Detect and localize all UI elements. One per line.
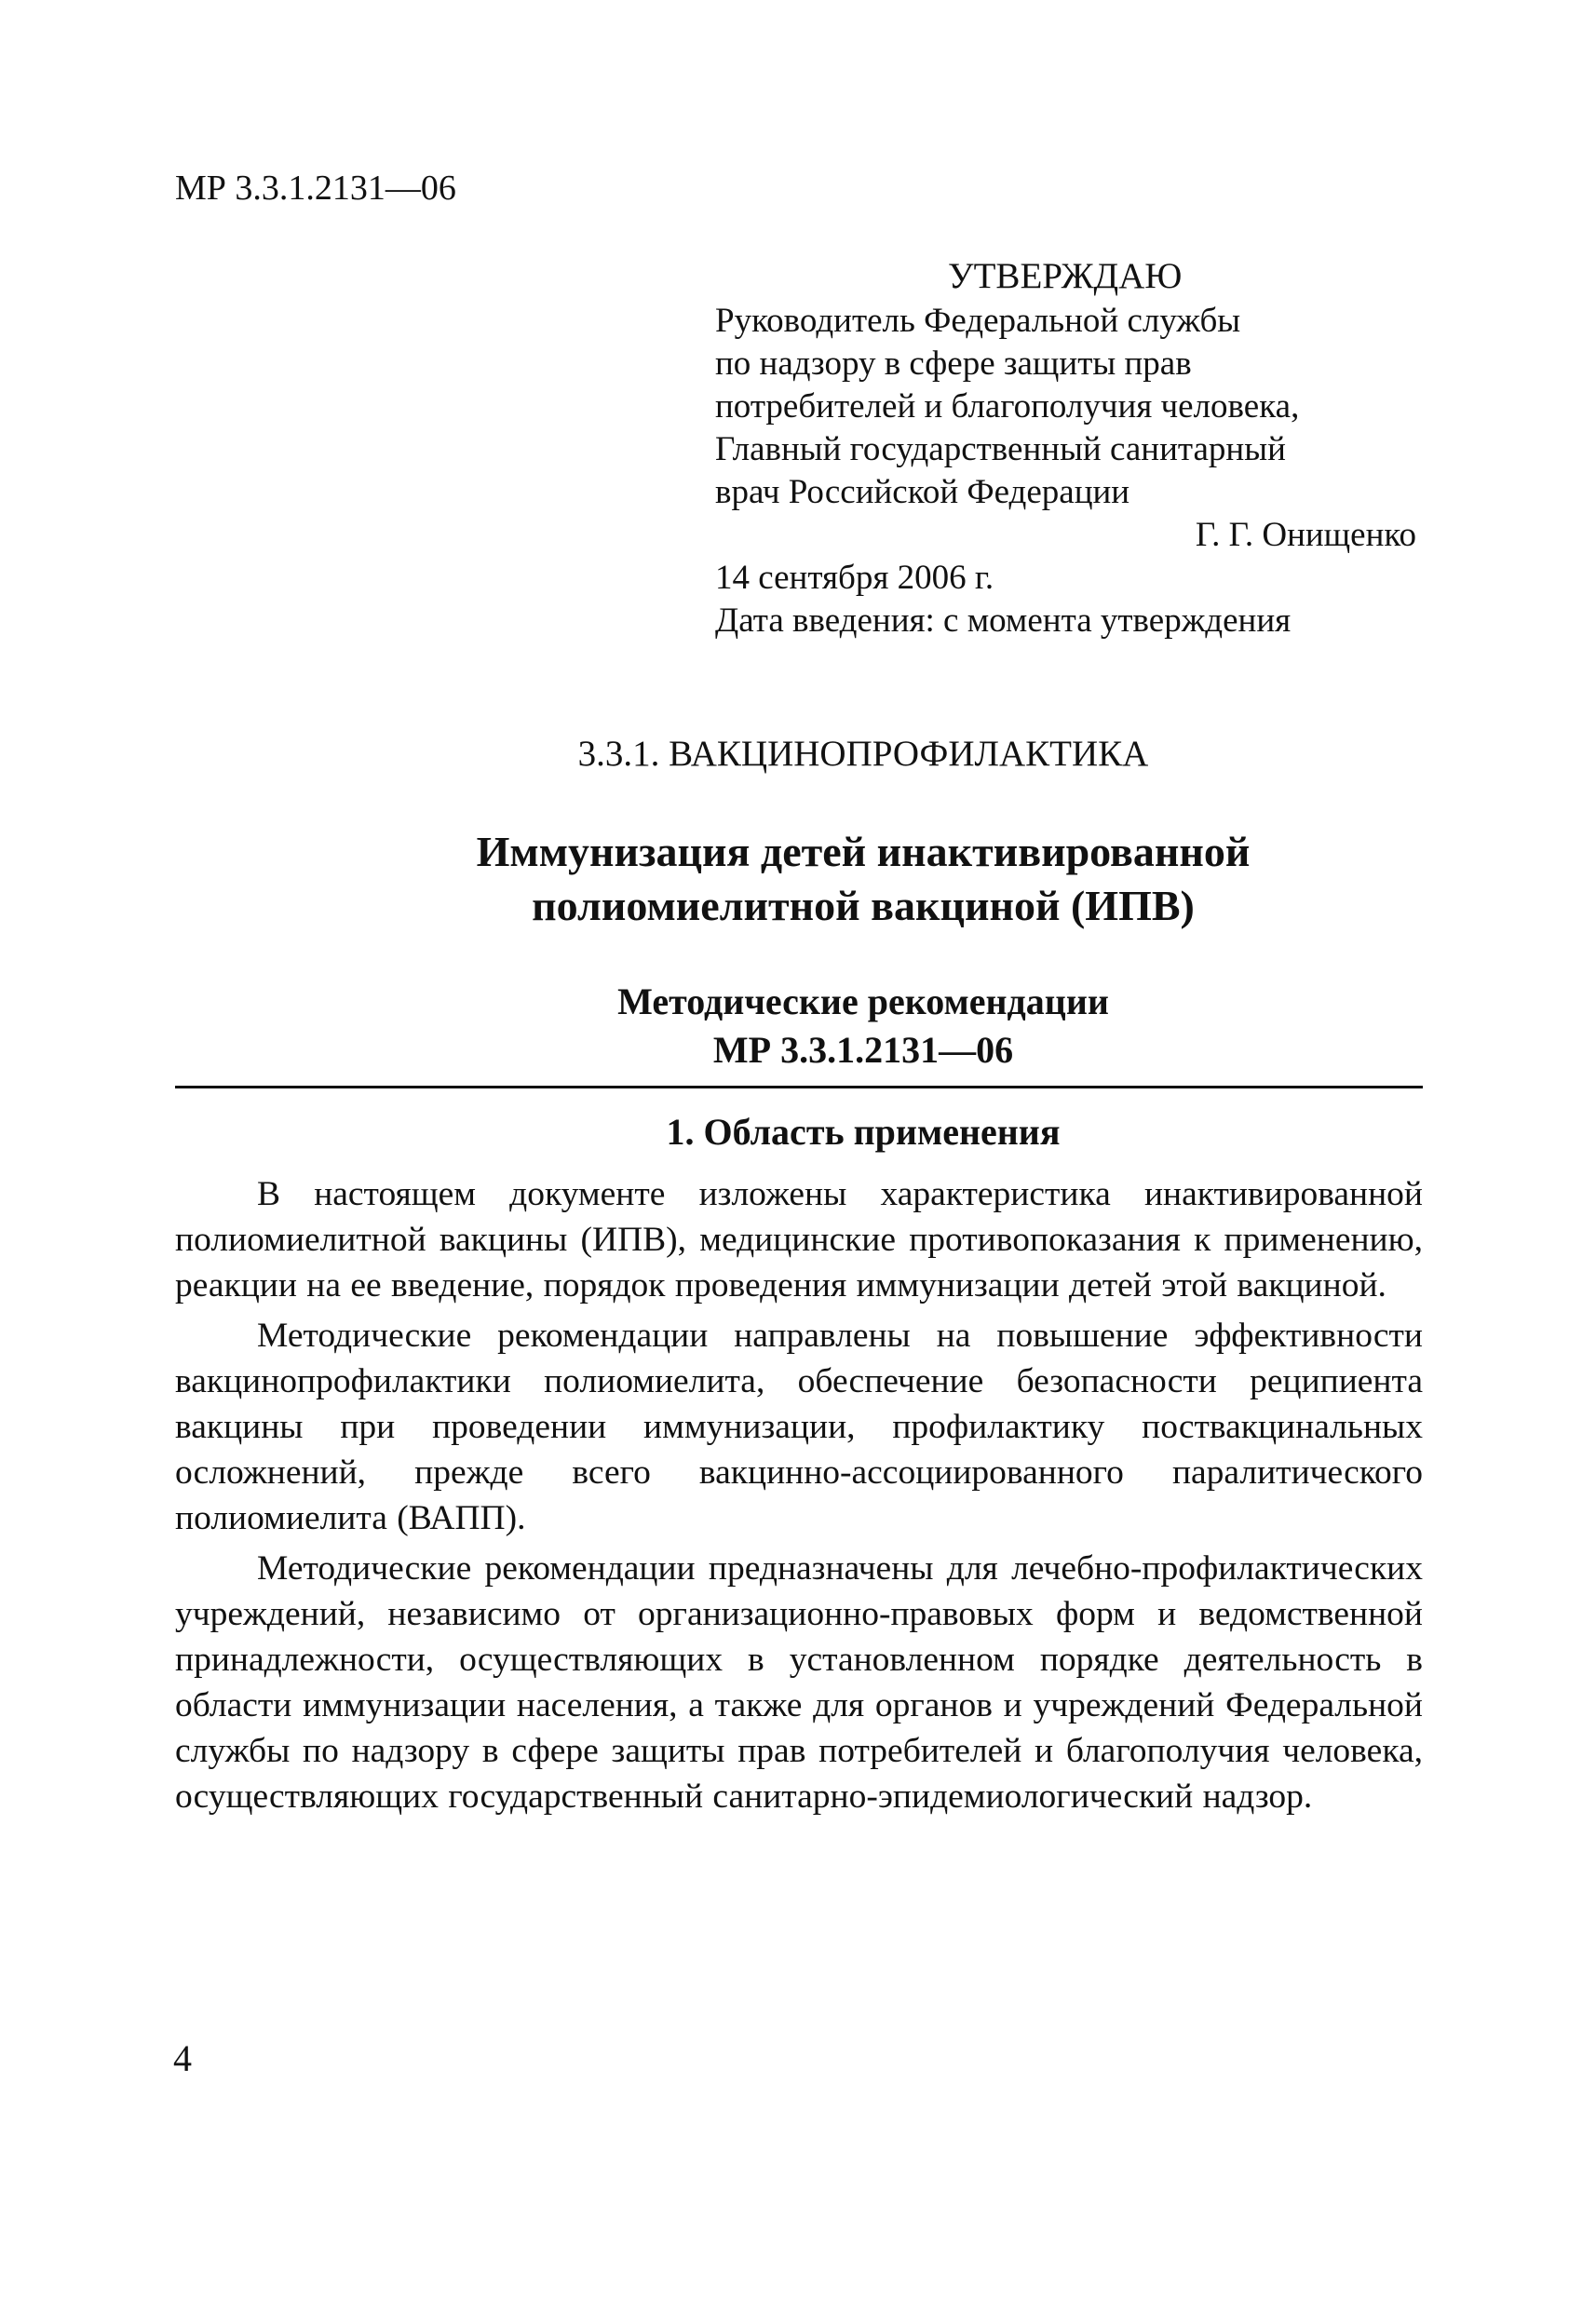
approval-title: УТВЕРЖДАЮ: [948, 256, 1183, 296]
section-1-heading: 1. Область применения: [666, 1111, 1061, 1153]
horizontal-divider: [175, 1086, 1423, 1088]
approval-position-line: Руководитель Федеральной службы: [715, 302, 1241, 340]
document-code: МР 3.3.1.2131—06: [175, 169, 456, 208]
approval-signer: Г. Г. Онищенко: [1195, 516, 1416, 554]
approval-position-line: по надзору в сфере защиты прав: [715, 345, 1192, 383]
document-subtitle-line: МР 3.3.1.2131—06: [712, 1029, 1014, 1071]
approval-position-line: врач Российской Федерации: [715, 473, 1130, 511]
document-subtitle-line: Методические рекомендации: [617, 980, 1109, 1022]
document-title: [0, 825, 1596, 933]
section-heading: 3.3.1. ВАКЦИНОПРОФИЛАКТИКА: [577, 734, 1149, 774]
approval-position-line: Главный государственный санитарный: [715, 430, 1286, 468]
approval-block: [715, 253, 1423, 642]
paragraph: Методические рекомендации предназначены для лечебно-профилактических учреждений, независимо от организационно-правовых форм и ведомственной принадлежности, осуществляющих в установленном порядке деятельность в области иммунизации населения, а также для органов и учреждений Федеральной службы по надзору в сфере защиты прав потребителей и благополучия человека, осуществляющих государственный санитарно-эпидемиологический надзор.: [175, 1549, 1423, 1816]
page-number: 4: [173, 2037, 192, 2079]
approval-effective-date: Дата введения: с момента утверждения: [715, 602, 1292, 640]
approval-position-line: потребителей и благополучия человека,: [715, 387, 1300, 426]
document-title-line: полиомиелитной вакциной (ИПВ): [532, 882, 1195, 929]
approval-date: 14 сентября 2006 г.: [715, 559, 994, 597]
document-title-line: Иммунизация детей инактивированной: [476, 828, 1251, 875]
paragraph: Методические рекомендации направлены на повышение эффективности вакцинопрофилактики полиомиелита, обеспечение безопасности реципиента вакцины при проведении иммунизации, профилактику поствакцинальных осложнений, прежде всего вакцинно-ассоциированного паралитического полиомиелита (ВАПП).: [175, 1317, 1423, 1537]
paragraph: В настоящем документе изложены характеристика инактивированной полиомиелитной вакцины (ИПВ), медицинские противопоказания к применению, реакции на ее введение, порядок проведения иммунизации детей этой вакциной.: [175, 1175, 1423, 1304]
section-1-body: [175, 1171, 1423, 1824]
document-subtitle: [0, 978, 1596, 1075]
